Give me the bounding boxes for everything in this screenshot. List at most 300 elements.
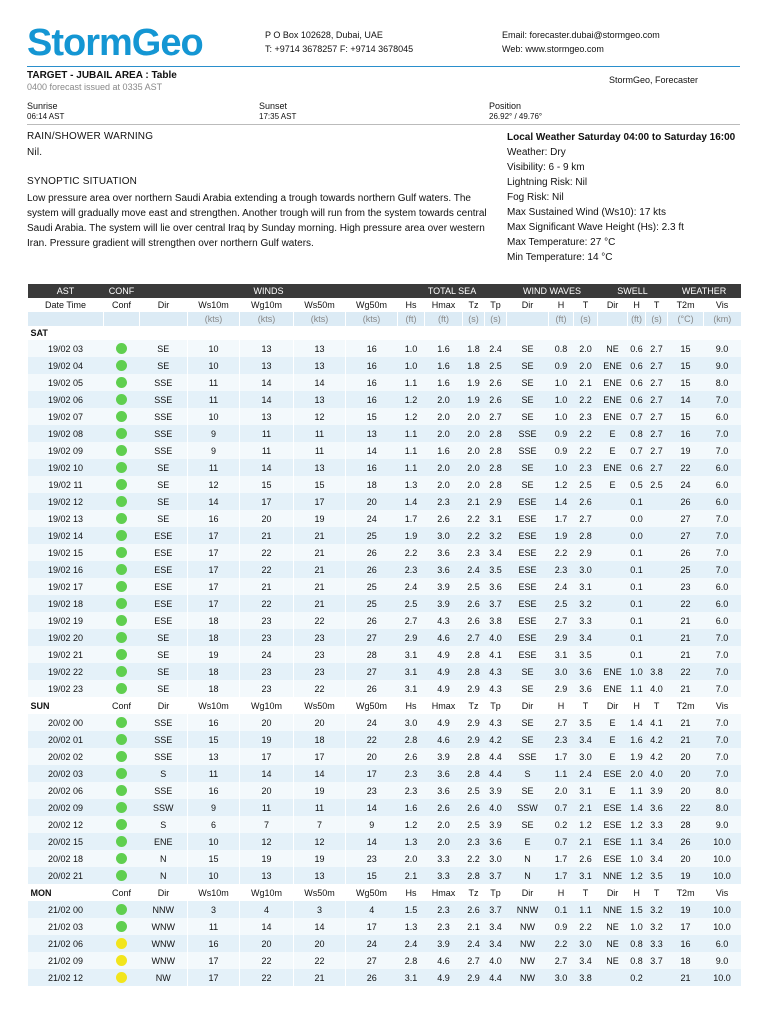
table-cell: 1.2 [628, 816, 646, 833]
table-cell: NNE [598, 901, 628, 918]
table-cell: SE [140, 680, 188, 697]
table-cell: 2.2 [574, 391, 598, 408]
table-cell: 9.0 [704, 952, 741, 969]
table-cell: 2.5 [398, 595, 425, 612]
table-cell: 19/02 05 [28, 374, 104, 391]
table-cell: 19/02 12 [28, 493, 104, 510]
table-cell: 0.1 [628, 561, 646, 578]
table-row [28, 629, 741, 646]
confidence-cell [104, 374, 140, 391]
table-cell: 0.8 [628, 952, 646, 969]
table-cell: 1.9 [398, 527, 425, 544]
table-cell: 19/02 14 [28, 527, 104, 544]
table-cell: 1.1 [398, 425, 425, 442]
column-header: Wg10m [240, 884, 294, 901]
table-cell: 4.3 [485, 663, 507, 680]
confidence-green-dot-icon [116, 496, 127, 507]
confidence-cell [104, 493, 140, 510]
column-header: Tp [485, 697, 507, 714]
table-row [28, 408, 741, 425]
table-cell: 2.1 [463, 493, 485, 510]
table-cell: 3.5 [574, 714, 598, 731]
table-cell: 1.1 [398, 459, 425, 476]
table-cell: 3.9 [425, 595, 463, 612]
table-cell: SSE [140, 408, 188, 425]
table-cell: ESE [140, 612, 188, 629]
table-cell: SE [140, 629, 188, 646]
confidence-cell [104, 799, 140, 816]
table-cell [646, 527, 668, 544]
table-row [28, 561, 741, 578]
group-ast: AST [28, 284, 104, 298]
table-cell: SSE [140, 425, 188, 442]
table-row [28, 663, 741, 680]
table-cell: 26 [346, 544, 398, 561]
table-cell: 2.8 [398, 952, 425, 969]
table-cell: 9 [188, 799, 240, 816]
issued-text: 0400 forecast issued at 0335 AST [27, 82, 163, 92]
table-cell: 7.0 [704, 561, 741, 578]
group-weather: WEATHER [668, 284, 741, 298]
table-cell: 0.9 [549, 918, 574, 935]
table-cell: 26 [346, 680, 398, 697]
table-cell: SSE [507, 425, 549, 442]
table-cell: 4.2 [485, 731, 507, 748]
table-cell: 2.0 [463, 425, 485, 442]
table-cell: 1.3 [398, 918, 425, 935]
table-cell: 20/02 18 [28, 850, 104, 867]
confidence-green-dot-icon [116, 615, 127, 626]
table-cell: 2.0 [628, 765, 646, 782]
table-cell: 4.9 [425, 646, 463, 663]
confidence-cell [104, 629, 140, 646]
table-cell: 1.7 [549, 867, 574, 884]
table-cell: 3.1 [574, 782, 598, 799]
table-cell: 2.4 [398, 935, 425, 952]
confidence-green-dot-icon [116, 581, 127, 592]
table-cell: 19 [188, 646, 240, 663]
column-header: Hs [398, 884, 425, 901]
confidence-cell [104, 357, 140, 374]
confidence-cell [104, 680, 140, 697]
table-cell: 3.2 [485, 527, 507, 544]
table-cell: 1.1 [628, 833, 646, 850]
table-cell: 20/02 21 [28, 867, 104, 884]
table-cell: 1.9 [549, 527, 574, 544]
contact-block [502, 28, 660, 56]
table-cell: 13 [240, 357, 294, 374]
table-cell: 2.3 [398, 765, 425, 782]
table-cell: ENE [598, 374, 628, 391]
confidence-green-dot-icon [116, 530, 127, 541]
table-cell: 18 [188, 680, 240, 697]
table-cell: 16 [346, 357, 398, 374]
table-cell: 3.8 [574, 969, 598, 986]
table-cell: 1.0 [549, 459, 574, 476]
table-cell: SSE [140, 391, 188, 408]
table-cell: 14 [294, 765, 346, 782]
table-cell: 23 [240, 629, 294, 646]
table-row [28, 340, 741, 357]
local-weather-line: Min Temperature: 14 °C [507, 252, 613, 263]
column-unit: (ft) [549, 312, 574, 326]
table-cell: 22 [294, 680, 346, 697]
confidence-cell [104, 867, 140, 884]
table-cell: 13 [294, 391, 346, 408]
column-header: Hs [398, 697, 425, 714]
confidence-cell [104, 527, 140, 544]
table-cell: SE [507, 340, 549, 357]
table-cell: 6.0 [704, 935, 741, 952]
table-cell: 19/02 18 [28, 595, 104, 612]
table-cell: 4.0 [485, 629, 507, 646]
column-header: Ws10m [188, 298, 240, 312]
column-header: H [549, 697, 574, 714]
table-cell: 16 [346, 391, 398, 408]
column-header: H [549, 884, 574, 901]
table-cell: SE [140, 357, 188, 374]
table-cell: 21/02 09 [28, 952, 104, 969]
column-header: Dir [507, 884, 549, 901]
table-cell: 3.8 [646, 663, 668, 680]
table-cell: 16 [668, 935, 704, 952]
table-cell: NW [507, 918, 549, 935]
table-cell: ESE [507, 493, 549, 510]
table-cell: 3.0 [549, 663, 574, 680]
table-cell: SSE [140, 714, 188, 731]
table-row [28, 816, 741, 833]
table-cell: 16 [346, 374, 398, 391]
table-cell [598, 595, 628, 612]
table-cell: N [140, 867, 188, 884]
column-header: T2m [668, 697, 704, 714]
table-cell: 2.7 [646, 425, 668, 442]
table-cell: 11 [240, 442, 294, 459]
confidence-cell [104, 748, 140, 765]
table-cell: 2.1 [463, 918, 485, 935]
warning-heading: RAIN/SHOWER WARNING [27, 131, 154, 142]
table-cell: 3.1 [398, 969, 425, 986]
table-cell [598, 493, 628, 510]
confidence-cell [104, 952, 140, 969]
table-cell: 17 [240, 748, 294, 765]
table-cell: S [140, 765, 188, 782]
table-cell: 2.8 [574, 527, 598, 544]
table-cell: 3.4 [646, 833, 668, 850]
web-link[interactable]: Web: www.stormgeo.com [502, 44, 604, 54]
table-cell: 2.0 [463, 442, 485, 459]
table-cell [598, 527, 628, 544]
table-cell: 21 [294, 527, 346, 544]
table-cell: 7.0 [704, 646, 741, 663]
column-header: T2m [668, 298, 704, 312]
table-cell: 19 [294, 850, 346, 867]
table-cell: 0.1 [628, 544, 646, 561]
table-cell: 15 [346, 408, 398, 425]
table-cell: SSE [140, 442, 188, 459]
table-cell: 2.7 [646, 391, 668, 408]
table-cell: 13 [240, 867, 294, 884]
table-cell: 3.4 [574, 952, 598, 969]
table-cell: 22 [294, 612, 346, 629]
table-cell: 17 [346, 765, 398, 782]
table-cell: 2.6 [463, 595, 485, 612]
page-title: TARGET - JUBAIL AREA : Table [27, 70, 177, 81]
table-cell: 27 [346, 663, 398, 680]
table-cell: 0.9 [549, 425, 574, 442]
table-cell: 2.9 [463, 714, 485, 731]
table-cell: 4.1 [646, 714, 668, 731]
table-cell: ESE [507, 544, 549, 561]
table-cell: 14 [240, 765, 294, 782]
forecast-body [28, 326, 741, 986]
table-cell: 15 [346, 867, 398, 884]
table-cell: 3.1 [574, 578, 598, 595]
column-header: T [646, 884, 668, 901]
table-cell: 1.1 [398, 374, 425, 391]
table-cell: 9 [188, 425, 240, 442]
table-cell: 23 [346, 850, 398, 867]
table-row [28, 459, 741, 476]
table-cell: 24 [668, 476, 704, 493]
confidence-green-dot-icon [116, 819, 127, 830]
confidence-green-dot-icon [116, 564, 127, 575]
table-cell: 2.4 [485, 340, 507, 357]
table-cell: 2.2 [574, 918, 598, 935]
sunrise-label: Sunrise [27, 101, 58, 111]
table-cell: E [598, 425, 628, 442]
column-header: Vis [704, 697, 741, 714]
table-cell: 21 [294, 595, 346, 612]
table-cell: 14 [668, 391, 704, 408]
table-cell: WNW [140, 952, 188, 969]
column-header: Wg50m [346, 298, 398, 312]
table-cell: 0.6 [628, 374, 646, 391]
table-cell: 20 [668, 765, 704, 782]
table-cell: 3.6 [646, 799, 668, 816]
table-cell: SE [507, 714, 549, 731]
table-cell: 0.8 [628, 935, 646, 952]
table-cell: 2.5 [549, 595, 574, 612]
table-cell: 2.7 [646, 442, 668, 459]
table-cell: 16 [668, 425, 704, 442]
table-cell: 3.2 [646, 901, 668, 918]
table-cell: 4.6 [425, 731, 463, 748]
table-cell: 10.0 [704, 918, 741, 935]
table-cell: 21/02 12 [28, 969, 104, 986]
table-cell: 16 [346, 340, 398, 357]
table-cell: 3.6 [425, 782, 463, 799]
confidence-yellow-dot-icon [116, 938, 127, 949]
table-cell: 3.1 [485, 510, 507, 527]
group-header-row [28, 284, 741, 298]
table-cell: 10 [188, 408, 240, 425]
table-row [28, 578, 741, 595]
table-cell: 22 [240, 544, 294, 561]
table-cell: 1.0 [549, 408, 574, 425]
column-unit: (s) [646, 312, 668, 326]
confidence-green-dot-icon [116, 462, 127, 473]
column-header: T [646, 298, 668, 312]
table-cell: 17 [188, 578, 240, 595]
table-cell: 10 [188, 340, 240, 357]
table-cell: 18 [188, 612, 240, 629]
table-cell: 12 [294, 833, 346, 850]
table-cell: 2.6 [463, 799, 485, 816]
table-cell: 2.9 [574, 544, 598, 561]
table-cell: 3.0 [549, 969, 574, 986]
table-cell: 3.3 [425, 867, 463, 884]
table-cell: 11 [294, 799, 346, 816]
table-cell: NW [507, 952, 549, 969]
table-row [28, 357, 741, 374]
table-cell: 2.5 [485, 357, 507, 374]
column-unit [140, 312, 188, 326]
table-cell: 3.2 [574, 595, 598, 612]
column-header: Tp [485, 884, 507, 901]
table-cell: S [507, 765, 549, 782]
table-cell: 2.8 [485, 459, 507, 476]
table-cell: 2.7 [646, 340, 668, 357]
table-cell: 2.3 [398, 561, 425, 578]
table-cell: 0.7 [549, 799, 574, 816]
table-cell: 0.6 [628, 391, 646, 408]
column-header: Hs [398, 298, 425, 312]
email-link[interactable]: Email: forecaster.dubai@stormgeo.com [502, 30, 660, 40]
table-cell: SE [507, 731, 549, 748]
table-row [28, 374, 741, 391]
table-cell: 22 [240, 969, 294, 986]
table-cell: 23 [240, 663, 294, 680]
table-cell: 2.6 [485, 374, 507, 391]
table-cell: 14 [188, 493, 240, 510]
column-unit: (kts) [240, 312, 294, 326]
table-row [28, 442, 741, 459]
table-cell: 7.0 [704, 731, 741, 748]
confidence-green-dot-icon [116, 479, 127, 490]
table-cell: 0.1 [628, 612, 646, 629]
table-cell [646, 561, 668, 578]
table-cell: 2.9 [485, 493, 507, 510]
table-cell: 2.5 [463, 816, 485, 833]
table-cell: 2.2 [463, 527, 485, 544]
table-cell: 22 [294, 952, 346, 969]
table-cell: 3.3 [646, 816, 668, 833]
column-header: H [628, 298, 646, 312]
table-cell: 2.8 [463, 748, 485, 765]
table-cell: 3.7 [485, 901, 507, 918]
table-cell: 3.4 [485, 935, 507, 952]
table-cell: 2.6 [398, 748, 425, 765]
table-cell [646, 578, 668, 595]
table-cell: 2.6 [425, 799, 463, 816]
table-cell: 2.6 [574, 493, 598, 510]
table-cell: E [598, 476, 628, 493]
column-header: Tz [463, 697, 485, 714]
day-header-row [28, 884, 741, 901]
table-cell: 1.0 [549, 374, 574, 391]
table-cell: 8.0 [704, 782, 741, 799]
table-cell: 15 [668, 374, 704, 391]
table-row [28, 969, 741, 986]
table-cell: 1.6 [425, 340, 463, 357]
table-cell: 2.5 [463, 782, 485, 799]
table-cell: 22 [240, 595, 294, 612]
unit-row [28, 312, 741, 326]
column-header: Dir [598, 298, 628, 312]
table-cell: 2.2 [463, 850, 485, 867]
table-cell: 15 [668, 357, 704, 374]
table-cell [646, 646, 668, 663]
table-cell: 3.0 [574, 561, 598, 578]
table-cell: NE [598, 935, 628, 952]
table-cell: 0.6 [628, 357, 646, 374]
table-cell: 15 [294, 476, 346, 493]
confidence-green-dot-icon [116, 649, 127, 660]
confidence-green-dot-icon [116, 904, 127, 915]
table-cell: 19/02 07 [28, 408, 104, 425]
table-cell: 1.0 [549, 391, 574, 408]
table-cell: SE [507, 476, 549, 493]
table-cell: 1.0 [628, 663, 646, 680]
column-unit [28, 312, 104, 326]
table-cell: 9.0 [704, 357, 741, 374]
confidence-cell [104, 476, 140, 493]
table-cell: 4.6 [425, 952, 463, 969]
table-cell: 7.0 [704, 714, 741, 731]
table-cell: 2.3 [574, 459, 598, 476]
table-cell: 19/02 15 [28, 544, 104, 561]
local-weather-line: Max Significant Wave Height (Hs): 2.3 ft [507, 222, 684, 233]
table-cell: 19/02 20 [28, 629, 104, 646]
table-cell: 2.2 [463, 510, 485, 527]
table-cell: 0.8 [628, 425, 646, 442]
table-cell: 2.3 [425, 493, 463, 510]
column-header: Conf [104, 298, 140, 312]
table-cell: 3.1 [398, 680, 425, 697]
table-cell: 1.2 [398, 408, 425, 425]
table-cell: 11 [240, 799, 294, 816]
confidence-cell [104, 714, 140, 731]
column-header-row [28, 298, 741, 312]
local-weather-line: Max Sustained Wind (Ws10): 17 kts [507, 207, 666, 218]
table-cell: 1.1 [549, 765, 574, 782]
table-cell: 3.5 [646, 867, 668, 884]
table-cell: 22 [240, 561, 294, 578]
table-cell: 23 [294, 629, 346, 646]
table-cell: 13 [294, 459, 346, 476]
table-cell: 8.0 [704, 799, 741, 816]
table-cell: SE [507, 408, 549, 425]
confidence-cell [104, 731, 140, 748]
table-cell: 3.0 [485, 850, 507, 867]
table-cell: 24 [346, 935, 398, 952]
table-cell: 26 [668, 493, 704, 510]
table-cell: 2.1 [574, 833, 598, 850]
table-cell: 2.2 [574, 425, 598, 442]
table-cell: 19/02 08 [28, 425, 104, 442]
table-cell: 20 [668, 850, 704, 867]
table-cell: 1.7 [398, 510, 425, 527]
table-cell: N [507, 867, 549, 884]
table-cell: 23 [346, 782, 398, 799]
table-row [28, 510, 741, 527]
table-cell: 20 [668, 748, 704, 765]
table-cell: ENE [598, 459, 628, 476]
confidence-cell [104, 459, 140, 476]
table-cell: 14 [346, 442, 398, 459]
table-cell: 3.0 [425, 527, 463, 544]
